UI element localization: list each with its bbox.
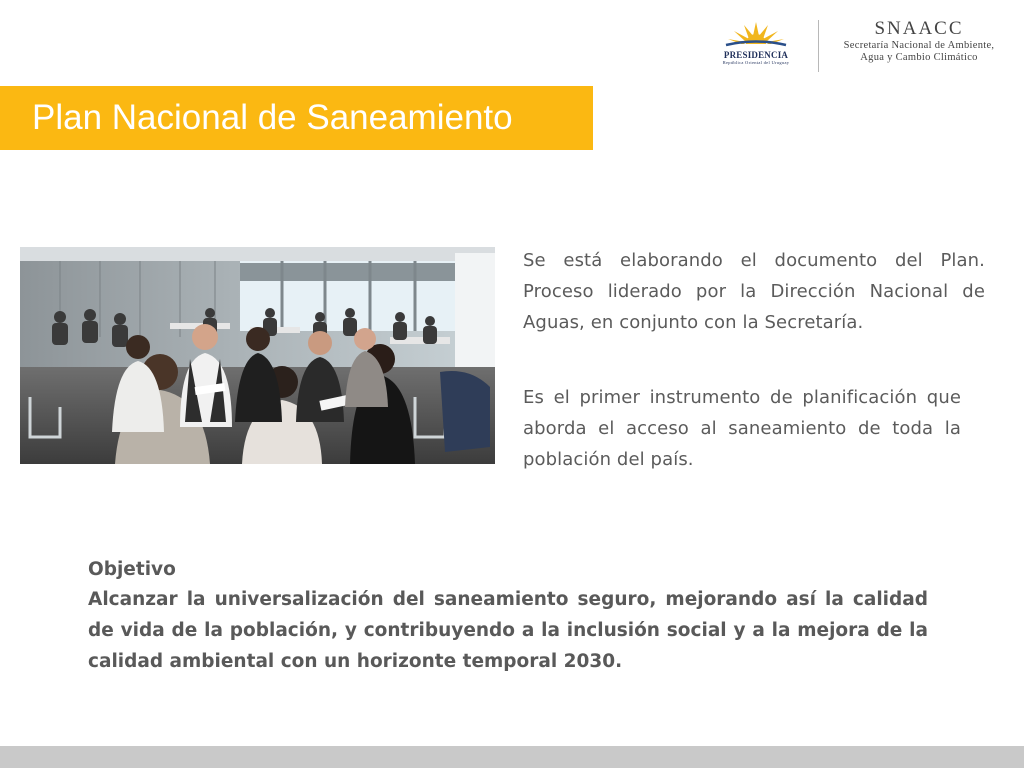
meeting-photo <box>20 247 495 464</box>
logo-divider <box>818 20 819 72</box>
presidencia-logo <box>706 16 806 76</box>
objective-text: Alcanzar la universalización del saneamiento seguro, mejorando así la calidad de vida de la población, y contribuyendo a la inclusión social y a la mejora de la calidad ambiental con un horizonte temporal 2030. <box>88 589 928 672</box>
objective-heading: Objetivo <box>88 559 176 580</box>
snaacc-logo <box>826 18 1012 64</box>
header-logos <box>706 16 1012 76</box>
slide-title: Plan Nacional de Saneamiento <box>32 98 513 137</box>
snaacc-acronym: SNAACC <box>874 18 964 39</box>
paragraph-plan-status: Se está elaborando el documento del Plan. Proceso liderado por la Dirección Nacional de Aguas, en conjunto con la Secretaría. <box>523 250 985 333</box>
snaacc-line-1: Secretaría Nacional de Ambiente, <box>843 40 995 51</box>
sun-emblem-icon <box>724 20 788 50</box>
paragraph-plan-description: Es el primer instrumento de planificación que aborda el acceso al saneamiento de toda la población del país. <box>523 387 961 470</box>
objective-section <box>88 556 928 677</box>
presidencia-subtitle: República Oriental del Uruguay <box>722 60 790 65</box>
meeting-photo-illustration <box>20 247 495 464</box>
presidencia-name: PRESIDENCIA <box>723 50 789 60</box>
snaacc-line-2: Agua y Cambio Climático <box>860 52 978 63</box>
footer-bar <box>0 746 1024 768</box>
title-bar <box>0 86 593 150</box>
